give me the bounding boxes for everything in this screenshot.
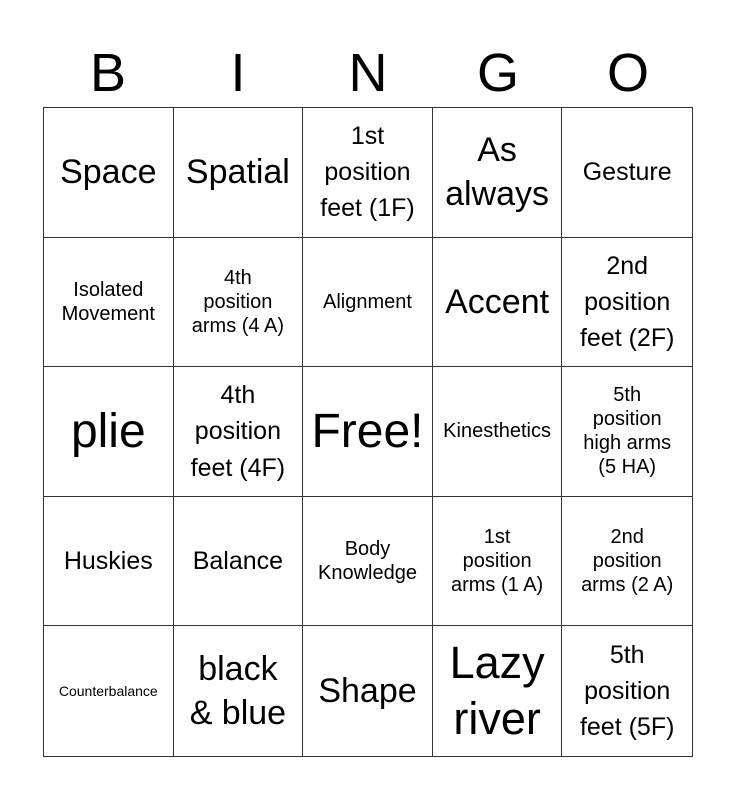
bingo-board	[43, 107, 693, 757]
header-letter-o: O	[606, 43, 649, 103]
bingo-cell-r4-c1: Huskies	[44, 497, 174, 627]
bingo-cell-r2-c2: 4th position arms (4 A)	[174, 238, 304, 368]
bingo-cell-r3-c4: Kinesthetics	[433, 367, 563, 497]
bingo-cell-r4-c4: 1st position arms (1 A)	[433, 497, 563, 627]
bingo-cell-r3-c5: 5th position high arms (5 HA)	[562, 367, 692, 497]
bingo-header	[43, 40, 693, 106]
bingo-cell-r5-c4: Lazy river	[433, 626, 563, 756]
bingo-cell-r5-c2: black & blue	[174, 626, 304, 756]
bingo-cell-r1-c1: Space	[44, 108, 174, 238]
bingo-cell-r5-c5: 5th position feet (5F)	[579, 640, 675, 742]
bingo-cell-r2-c4: Accent	[433, 238, 563, 368]
bingo-cell-r2-c1: Isolated Movement	[44, 238, 174, 368]
bingo-cell-r5-c1: Counterbalance	[44, 626, 174, 756]
bingo-cell-r2-c3: Alignment	[303, 238, 433, 368]
bingo-cell-r4-c3: Body Knowledge	[303, 497, 433, 627]
bingo-cell-r2-c5: 2nd position feet (2F)	[562, 238, 692, 368]
bingo-cell-r1-c2: Spatial	[174, 108, 304, 238]
bingo-cell-r4-c5: 2nd position arms (2 A)	[562, 497, 692, 627]
header-letter-b: B	[89, 43, 127, 103]
bingo-cell-r4-c2: Balance	[174, 497, 304, 627]
bingo-cell-r3-c3-free: Free!	[303, 367, 433, 497]
bingo-cell-r3-c2: 4th position feet (4F)	[174, 367, 304, 497]
bingo-cell-r1-c5: Gesture	[562, 108, 692, 238]
bingo-cell-r3-c1: plie	[44, 367, 174, 497]
header-letter-i: I	[230, 43, 246, 103]
bingo-cell-r1-c3: 1st position feet (1F)	[303, 108, 433, 238]
header-letter-n: N	[348, 43, 388, 103]
bingo-cell-r1-c4: As always	[433, 108, 563, 238]
bingo-cell-r5-c3: Shape	[303, 626, 433, 756]
header-letter-g: G	[476, 43, 519, 103]
